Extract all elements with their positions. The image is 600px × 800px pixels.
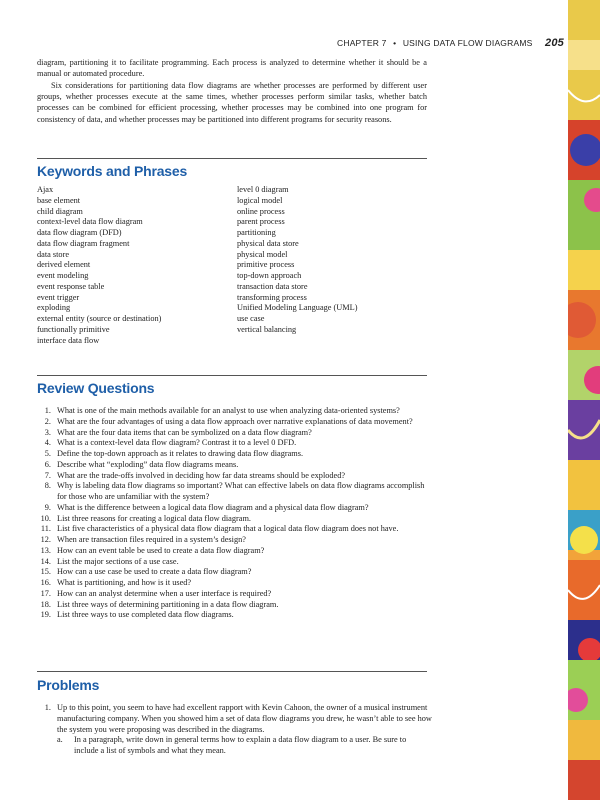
keyword-item: use case [237,314,265,323]
header-bullet: • [393,38,397,48]
review-question [37,589,432,600]
problem-number: 1. [44,703,51,712]
page-number: 205 [545,37,564,49]
question-text: How can a use case be used to create a data flow diagram? [57,567,252,577]
subitem-letter: a. [57,735,63,745]
question-number: 18. [40,599,51,609]
keyword-item: derived element [37,260,91,270]
question-number: 1. [44,406,51,415]
review-questions-list [37,406,432,621]
review-question [37,428,432,439]
question-number: 17. [40,588,51,598]
problem-text: Up to this point, you seem to have had excellent rapport with Kevin Cahoon, the owner of a musical instrument manufacturing company. When you showed him a set of data flow diagrams you drew, he wasn’t able to see how the system you were proposing was described in the diagrams. [57,703,432,734]
keywords-left-column [37,185,161,346]
question-number: 11. [40,524,51,534]
question-text: How can an event table be used to create a data flow diagram? [57,545,265,555]
divider-problems [37,671,427,672]
divider-review [37,375,427,376]
keyword-item: context-level data flow diagram [37,217,143,227]
question-text: Describe what “exploding” data flow diagrams means. [57,459,239,469]
intro-paragraph-1: diagram, partitioning it to facilitate programming. Each process is analyzed to determine whether it should be a manual or automated procedure. [37,58,427,79]
question-text: What are the four advantages of using a data flow approach over narrative explanations of data movement? [57,416,413,426]
keyword-item: physical model [237,249,288,259]
question-number: 6. [44,459,51,469]
problem-subitem [37,735,432,757]
question-text: What is the difference between a logical data flow diagram and a physical data flow diagram? [57,502,369,512]
review-question [37,524,432,535]
keyword-item: Unified Modeling Language (UML) [237,303,358,313]
problem-1 [37,703,432,757]
question-text: List three ways of determining partitioning in a data flow diagram. [57,599,279,609]
intro-paragraph-2: Six considerations for partitioning data flow diagrams are whether processes are performed by different user groups, whether processes execute at the same times, whether processes perform similar tasks, whether batch processes can be combined for efficient processing, whether processes may be combined into one program for consistency of data, and whether processes may be partitioned into different programs for security reasons. [37,81,427,124]
keyword-item: logical model [237,195,283,205]
keyword-item: level 0 diagram [237,185,289,194]
question-number: 9. [44,502,51,512]
review-question [37,503,432,514]
abstract-art-image [568,0,600,800]
question-text: How can an analyst determine when a user interface is required? [57,588,272,598]
review-question [37,438,432,449]
question-text: List three reasons for creating a logical data flow diagram. [57,513,251,523]
question-number: 4. [44,438,51,448]
review-question [37,557,432,568]
keyword-item: functionally primitive [37,324,110,334]
keyword-item: Ajax [37,185,54,194]
keyword-item: physical data store [237,238,299,248]
section-title: USING DATA FLOW DIAGRAMS [402,38,533,48]
question-number: 12. [40,535,51,544]
review-question [37,546,432,557]
question-number: 7. [44,470,51,480]
keyword-item: external entity (source or destination) [37,314,162,323]
running-header [37,37,564,49]
question-number: 5. [44,449,51,458]
question-number: 3. [44,427,51,437]
question-text: What are the four data items that can be symbolized on a data flow diagram? [57,427,312,437]
question-text: What is a context-level data flow diagram? Contrast it to a level 0 DFD. [57,438,297,448]
review-question [37,471,432,482]
question-number: 16. [40,578,51,587]
question-text: List the major sections of a use case. [57,556,179,566]
keyword-item: interface data flow [37,335,100,345]
keywords-right-column [237,185,358,336]
review-question [37,535,432,546]
review-question [37,406,432,417]
question-text: List three ways to use completed data flow diagrams. [57,610,234,620]
review-question [37,578,432,589]
question-text: What are the trade-offs involved in deciding how far data streams should be exploded? [57,470,346,480]
review-question [37,449,432,460]
question-text: List five characteristics of a physical data flow diagram that a logical data flow diagram does not have. [57,524,399,534]
question-number: 10. [40,513,51,523]
question-number: 19. [40,610,51,620]
question-text: Define the top-down approach as it relates to drawing data flow diagrams. [57,449,304,458]
question-number: 14. [40,556,51,566]
problem-item [37,703,432,735]
question-text: Why is labeling data flow diagrams so important? What can effective labels on data flow diagrams accomplish for those who are unfamiliar with the system? [57,481,425,501]
chapter-label: CHAPTER 7 [337,38,387,48]
question-text: What is one of the main methods available for an analyst to use when analyzing data-oriented systems? [57,406,400,415]
keyword-item: event response table [37,281,105,291]
keyword-item: data flow diagram (DFD) [37,228,122,237]
review-question [37,567,432,578]
question-text: What is partitioning, and how is it used? [57,578,192,587]
decorative-side-art [568,0,600,800]
keyword-item: online process [237,206,285,216]
keyword-item: vertical balancing [237,324,297,334]
divider-keywords [37,158,427,159]
review-question [37,460,432,471]
question-number: 15. [40,567,51,577]
question-text: When are transaction files required in a system’s design? [57,535,246,544]
review-question [37,514,432,525]
review-question [37,417,432,428]
keyword-item: transaction data store [237,281,308,291]
keyword-item: child diagram [37,206,83,216]
keyword-item: top-down approach [237,271,302,280]
keyword-item: event trigger [37,292,80,302]
problems-heading: Problems [37,677,100,693]
question-number: 13. [40,545,51,555]
keyword-item: data flow diagram fragment [37,238,130,248]
keyword-item: exploding [37,303,71,313]
subitem-text: In a paragraph, write down in general terms how to explain a data flow diagram to a user. Be sure to include a list of symbols and what they mean. [74,735,407,755]
keyword-item: base element [37,195,81,205]
keyword-item: primitive process [237,260,295,270]
review-heading: Review Questions [37,380,155,396]
question-number: 8. [44,481,51,491]
keyword-item: transforming process [237,292,307,302]
keyword-item: parent process [237,217,285,227]
keyword-item: data store [37,249,70,259]
keyword-item: event modeling [37,271,89,280]
review-question [37,610,432,621]
question-number: 2. [44,416,51,426]
keyword-item: partitioning [237,228,276,237]
review-question [37,600,432,611]
review-question [37,481,432,503]
keywords-heading: Keywords and Phrases [37,163,188,179]
